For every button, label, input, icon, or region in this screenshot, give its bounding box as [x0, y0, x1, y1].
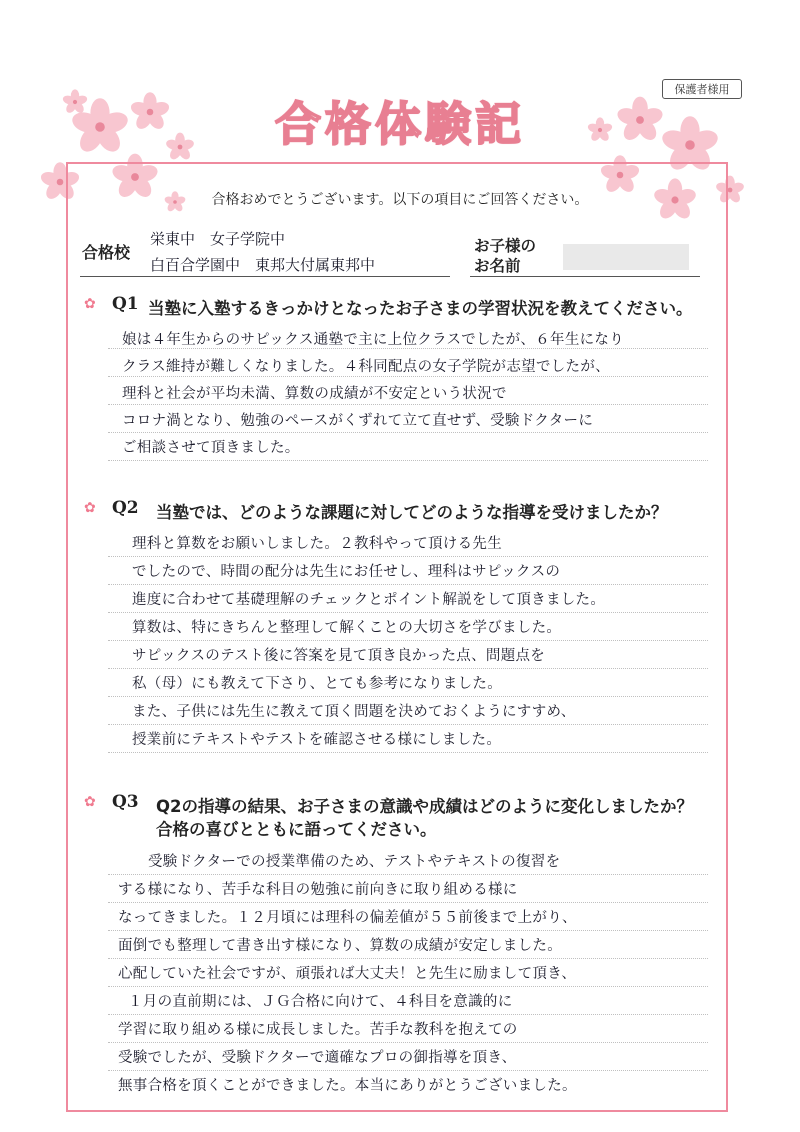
- q2-answer-line-6: 私（母）にも教えて下さり、とても参考になりました。: [132, 676, 502, 692]
- q3-flower-icon: ✿: [84, 794, 96, 810]
- q3-answer-line-1: 受験ドクターでの授業準備のため、テストやテキストの復習を: [148, 854, 561, 870]
- q3-answer-line-8: 受験でしたが、受験ドクターで適確なプロの御指導を頂き、: [118, 1050, 517, 1066]
- q1-flower-icon: ✿: [84, 296, 96, 312]
- q2-number: Q2: [112, 498, 139, 518]
- child-name-redacted: [563, 244, 689, 270]
- answer-line: [108, 1070, 708, 1071]
- answer-line: [108, 930, 708, 931]
- q2-flower-icon: ✿: [84, 500, 96, 516]
- q3-answer-line-7: 学習に取り組める様に成長しました。苦手な教科を抱えての: [118, 1022, 518, 1038]
- answer-line: [108, 1014, 708, 1015]
- q3-text: Q2の指導の結果、お子さまの意識や成績はどのように変化しましたか？: [156, 797, 694, 816]
- q3-answer-line-9: 無事合格を頂くことができました。本当にありがとうございました。: [118, 1078, 577, 1094]
- answer-line: [108, 432, 708, 433]
- child-name-label-2: お名前: [474, 257, 521, 275]
- q2-answer-line-4: 算数は、特にきちんと整理して解くことの大切さを学びました。: [132, 620, 562, 636]
- answer-line: [108, 724, 708, 725]
- answer-line: [108, 584, 708, 585]
- answer-line: [108, 696, 708, 697]
- school-underline: [80, 276, 450, 277]
- answer-line: [108, 958, 708, 959]
- school-line-1: 栄東中 女子学院中: [150, 230, 286, 248]
- answer-line: [108, 612, 708, 613]
- q1-answer-line-4: コロナ渦となり、勉強のペースがくずれて立て直せず、受験ドクターに: [122, 413, 594, 429]
- audience-badge: 保護者様用: [662, 79, 742, 99]
- answer-line: [108, 460, 708, 461]
- q2-answer-line-7: また、子供には先生に教えて頂く問題を決めておくようにすすめ、: [132, 704, 576, 720]
- q1-answer-line-1: 娘は４年生からのサピックス通塾で主に上位クラスでしたが、６年生になり: [122, 332, 625, 348]
- q3-number: Q3: [112, 792, 139, 812]
- q2-answer-line-1: 理科と算数をお願いしました。２教科やって頂ける先生: [132, 536, 502, 552]
- q2-answer-line-8: 授業前にテキストやテストを確認させる様にしました。: [132, 732, 502, 748]
- q2-answer-line-2: でしたので、時間の配分は先生にお任せし、理科はサピックスの: [132, 564, 561, 580]
- child-name-label-1: お子様の: [474, 237, 537, 255]
- answer-line: [108, 404, 708, 405]
- page-title: 合格体験記: [275, 97, 525, 151]
- q2-text: 当塾では、どのような課題に対してどのような指導を受けましたか？: [156, 503, 668, 522]
- q3-answer-line-2: する様になり、苦手な科目の勉強に前向きに取り組める様に: [118, 882, 518, 898]
- q1-text: 当塾に入塾するきっかけとなったお子さまの学習状況を教えてください。: [148, 299, 693, 318]
- answer-line: [108, 874, 708, 875]
- answer-line: [108, 752, 708, 753]
- answer-line: [108, 1042, 708, 1043]
- q3-answer-line-5: 心配していた社会ですが、頑張れば大丈夫！と先生に励まして頂き、: [118, 966, 577, 982]
- q3-text-2: 合格の喜びとともに語ってください。: [156, 820, 437, 839]
- q2-answer-line-5: サピックスのテスト後に答案を見て頂き良かった点、問題点を: [132, 648, 546, 664]
- school-label: 合格校: [82, 243, 131, 262]
- q1-answer-line-5: ご相談させて頂きました。: [122, 440, 300, 456]
- answer-line: [108, 376, 708, 377]
- name-underline: [470, 276, 700, 277]
- q2-answer-line-3: 進度に合わせて基礎理解のチェックとポイント解説をして頂きました。: [132, 592, 606, 608]
- q1-number: Q1: [112, 294, 139, 314]
- q3-answer-line-4: 面倒でも整理して書き出す様になり、算数の成績が安定しました。: [118, 938, 562, 954]
- answer-line: [108, 668, 708, 669]
- answer-line: [108, 902, 708, 903]
- q3-answer-line-6: １月の直前期には、ＪＧ合格に向けて、４科目を意識的に: [128, 994, 513, 1010]
- q1-answer-line-3: 理科と社会が平均未満、算数の成績が不安定という状況で: [122, 386, 507, 402]
- school-line-2: 白百合学園中 東邦大付属東邦中: [150, 256, 376, 274]
- q1-answer-line-2: クラス維持が難しくなりました。４科同配点の女子学院が志望でしたが、: [122, 359, 610, 375]
- q3-answer-line-3: なってきました。１２月頃には理科の偏差値が５５前後まで上がり、: [118, 910, 577, 926]
- answer-line: [108, 556, 708, 557]
- answer-line: [108, 640, 708, 641]
- intro-text: 合格おめでとうございます。以下の項目にご回答ください。: [211, 192, 589, 208]
- answer-line: [108, 986, 708, 987]
